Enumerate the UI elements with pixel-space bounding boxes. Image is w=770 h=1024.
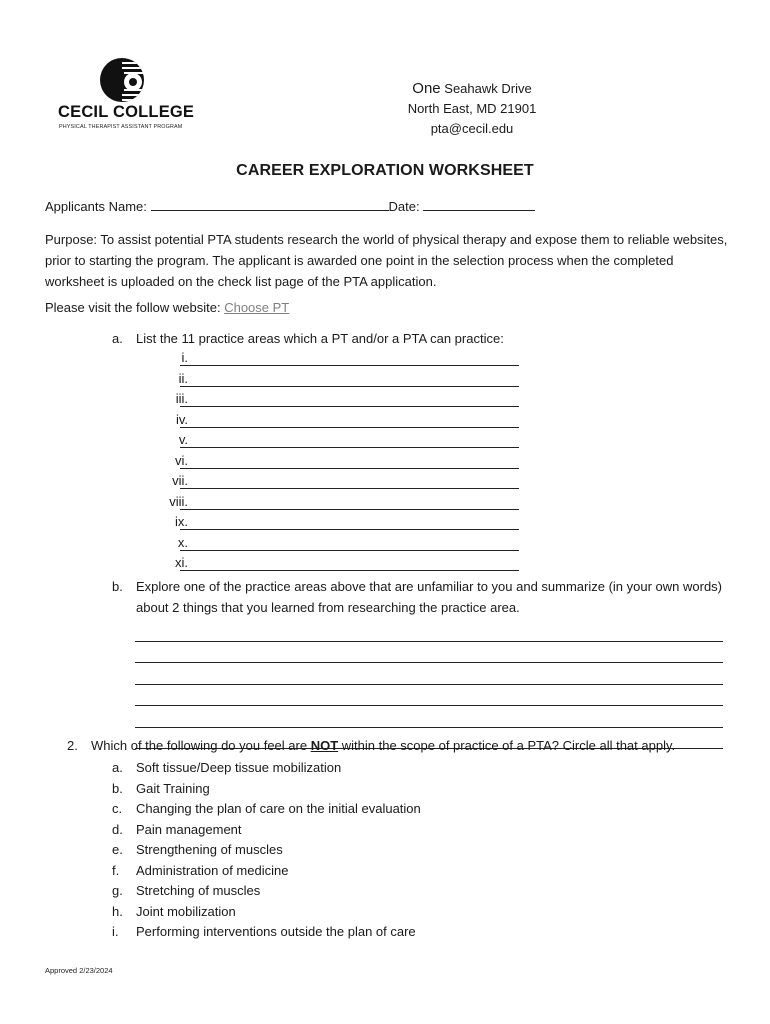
practice-area-answer-line[interactable] xyxy=(180,570,519,571)
option-item[interactable] xyxy=(112,863,421,884)
practice-area-answer-line[interactable] xyxy=(180,550,519,551)
option-letter: g. xyxy=(112,883,123,898)
practice-area-numeral: ii. xyxy=(178,370,188,386)
date-field[interactable] xyxy=(423,198,535,211)
practice-areas-list xyxy=(120,350,540,576)
practice-area-row xyxy=(120,535,540,556)
practice-area-row xyxy=(120,555,540,576)
visit-text: Please visit the follow website: xyxy=(45,300,225,315)
page-title: CAREER EXPLORATION WORKSHEET xyxy=(236,162,534,179)
address-one: One xyxy=(412,80,441,97)
practice-area-numeral: v. xyxy=(178,432,188,447)
logo-program-name: PHYSICAL THERAPIST ASSISTANT PROGRAM xyxy=(59,124,183,130)
option-text: Stretching of muscles xyxy=(136,883,261,898)
practice-area-numeral: vii. xyxy=(172,473,188,488)
option-text: Strengthening of muscles xyxy=(136,842,283,857)
practice-area-answer-line[interactable] xyxy=(180,529,519,530)
practice-area-row xyxy=(120,473,540,494)
option-item[interactable] xyxy=(112,781,421,802)
question-b-answer-lines xyxy=(135,620,723,749)
option-item[interactable] xyxy=(112,760,421,781)
practice-area-numeral: iv. xyxy=(175,411,188,427)
question-b xyxy=(112,576,732,618)
question-b-label: b. xyxy=(112,579,123,594)
practice-area-row xyxy=(120,514,540,535)
practice-area-numeral: iii. xyxy=(175,391,188,406)
practice-area-row xyxy=(120,350,540,371)
option-letter: h. xyxy=(112,903,123,919)
practice-area-row xyxy=(120,453,540,474)
practice-area-answer-line[interactable] xyxy=(180,468,519,469)
practice-area-numeral: ix. xyxy=(175,514,188,529)
practice-area-row xyxy=(120,432,540,453)
option-item[interactable] xyxy=(112,822,421,843)
practice-area-answer-line[interactable] xyxy=(180,447,519,448)
choose-pt-link[interactable]: Choose PT xyxy=(224,300,290,315)
option-text: Changing the plan of care on the initial evaluation xyxy=(136,801,421,816)
option-text: Gait Training xyxy=(136,780,210,796)
question-a-label: a. xyxy=(112,331,123,346)
applicant-name-field[interactable] xyxy=(151,198,389,211)
address-email: pta@cecil.edu xyxy=(430,121,514,136)
address-line-1 xyxy=(372,79,572,99)
practice-area-row xyxy=(120,412,540,433)
purpose-paragraph: Purpose: To assist potential PTA students research the world of physical therapy and expose them to reliable websites, prior to starting the program. The applicant is awarded one point in the selection process when the completed worksheet is uploaded on the check list page of the PTA application. xyxy=(45,232,728,289)
question-2-text-after: within the scope of practice of a PTA? Circle all that apply. xyxy=(338,738,676,753)
option-letter: a. xyxy=(112,760,123,775)
question-a xyxy=(112,331,504,346)
question-2 xyxy=(67,738,675,753)
applicant-name-label: Applicants Name: xyxy=(45,199,147,214)
answer-line[interactable] xyxy=(135,620,723,642)
option-text: Joint mobilization xyxy=(136,903,236,919)
option-item[interactable] xyxy=(112,924,421,945)
address-street: Seahawk Drive xyxy=(440,81,532,96)
practice-area-answer-line[interactable] xyxy=(180,365,519,366)
option-text: Administration of medicine xyxy=(136,862,289,878)
visit-website-line xyxy=(45,300,289,315)
address-line-2: North East, MD 21901 xyxy=(407,101,537,116)
option-item[interactable] xyxy=(112,904,421,925)
practice-area-row xyxy=(120,371,540,392)
option-item[interactable] xyxy=(112,883,421,904)
option-letter: f. xyxy=(112,862,120,878)
address-block xyxy=(372,79,572,139)
option-text: Performing interventions outside the plan of care xyxy=(136,924,416,939)
practice-area-numeral: x. xyxy=(177,534,188,550)
answer-line[interactable] xyxy=(135,642,723,664)
date-label: Date: xyxy=(388,199,420,214)
question-2-options xyxy=(112,760,421,945)
practice-area-answer-line[interactable] xyxy=(180,509,519,510)
option-letter: b. xyxy=(112,780,123,796)
answer-line[interactable] xyxy=(135,706,723,728)
practice-area-numeral: xi. xyxy=(175,555,188,570)
option-text: Pain management xyxy=(136,821,242,837)
option-letter: i. xyxy=(112,924,119,939)
answer-line[interactable] xyxy=(135,663,723,685)
option-item[interactable] xyxy=(112,801,421,822)
practice-area-numeral: i. xyxy=(181,350,188,365)
question-2-number: 2. xyxy=(67,738,78,753)
option-text: Soft tissue/Deep tissue mobilization xyxy=(136,760,342,775)
practice-area-numeral: vi. xyxy=(175,452,188,468)
practice-area-row xyxy=(120,494,540,515)
practice-area-row xyxy=(120,391,540,412)
practice-area-answer-line[interactable] xyxy=(180,427,519,428)
question-b-text: Explore one of the practice areas above that are unfamiliar to you and summarize (in your own words) about 2 things that you learned from researching the practice area. xyxy=(136,579,723,615)
seahawk-logo-icon xyxy=(100,58,146,104)
option-letter: e. xyxy=(112,842,123,857)
practice-area-answer-line[interactable] xyxy=(180,488,519,489)
practice-area-answer-line[interactable] xyxy=(180,386,519,387)
option-item[interactable] xyxy=(112,842,421,863)
applicant-row xyxy=(45,198,535,214)
option-letter: d. xyxy=(112,821,123,837)
logo-college-name: CECIL COLLEGE xyxy=(58,103,195,121)
practice-area-numeral: viii. xyxy=(169,493,188,509)
cecil-college-logo xyxy=(58,58,198,134)
question-a-text: List the 11 practice areas which a PT and/or a PTA can practice: xyxy=(136,331,504,346)
practice-area-answer-line[interactable] xyxy=(180,406,519,407)
question-2-text-before: Which of the following do you feel are xyxy=(91,738,311,753)
approval-date-footer: Approved 2/23/2024 xyxy=(45,966,113,975)
option-letter: c. xyxy=(112,801,123,816)
answer-line[interactable] xyxy=(135,685,723,707)
question-2-emphasis: NOT xyxy=(310,738,339,753)
